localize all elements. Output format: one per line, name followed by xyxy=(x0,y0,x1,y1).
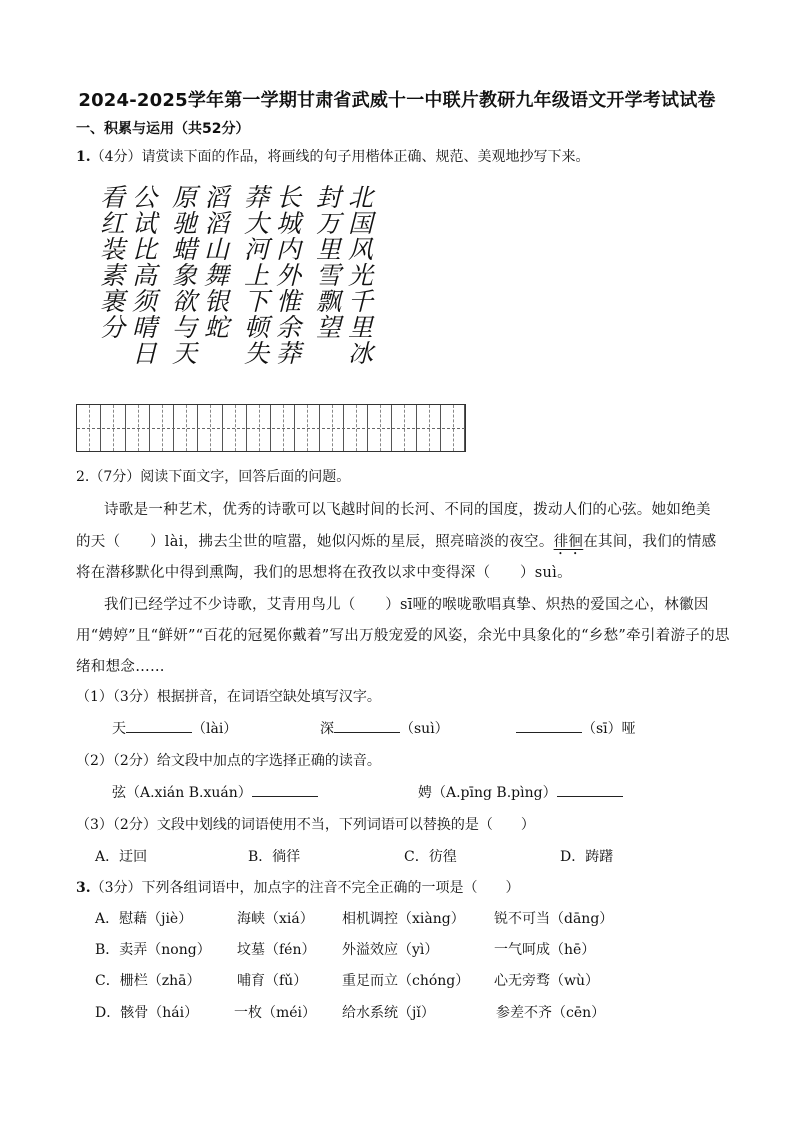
calligraphy-char: 蜡 xyxy=(172,235,198,264)
calligraphy-char: 日 xyxy=(132,339,158,368)
calligraphy-char: 素 xyxy=(100,261,126,290)
calligraphy-char: 上 xyxy=(244,261,270,290)
calligraphy-char: 城 xyxy=(276,209,302,238)
calligraphy-char: 北 xyxy=(348,183,374,212)
calligraphy-char: 银 xyxy=(204,287,230,316)
calligraphy-char: 装 xyxy=(100,235,126,264)
calligraphy-char: 比 xyxy=(132,235,158,264)
q3-text: （3分）下列各组词语中，加点字的注音不完全正确的一项是（ ） xyxy=(90,880,520,896)
calligraphy-char: 惟 xyxy=(276,287,302,316)
q3-row-a-2: 海峡（xiá） xyxy=(237,911,314,927)
option-a[interactable]: A．迂回 xyxy=(95,849,148,865)
sub2-answer-b xyxy=(418,782,623,802)
answer-blank[interactable] xyxy=(334,718,400,733)
q1-prompt xyxy=(76,146,590,166)
section-heading: 一、积累与运用（共52分） xyxy=(76,121,250,137)
calligraphy-char: 内 xyxy=(276,235,302,264)
calligraphy-char: 长 xyxy=(276,183,302,212)
answer-blank[interactable] xyxy=(252,782,318,797)
calligraphy-char: 原 xyxy=(172,183,198,212)
calligraphy-char: 红 xyxy=(100,209,126,238)
q3-row-c-1[interactable]: C．栅栏（zhā） xyxy=(95,973,201,989)
calligraphy-char: 公 xyxy=(132,183,158,212)
q3-row-d-4: 参差不齐（cēn） xyxy=(496,1005,606,1021)
calligraphy-char: 失 xyxy=(244,339,270,368)
q3-row-a-4: 锐不可当（dāng） xyxy=(494,911,614,927)
q2-passage-text: 在其间，我们的情感 xyxy=(583,534,717,550)
calligraphy-char: 象 xyxy=(172,261,198,290)
q3-number: 3. xyxy=(76,880,91,896)
sub1-a-label: 天 xyxy=(112,721,126,737)
calligraphy-char: 外 xyxy=(276,261,302,290)
calligraphy-char: 顿 xyxy=(244,313,270,342)
q3-row-d-1[interactable]: D．骸骨（hái） xyxy=(95,1005,199,1021)
calligraphy-char: 雪 xyxy=(316,261,342,290)
calligraphy-char: 天 xyxy=(172,339,198,368)
writing-grid[interactable] xyxy=(76,404,466,452)
q1-number: 1. xyxy=(76,149,91,165)
calligraphy-char: 风 xyxy=(348,235,374,264)
q3-row-c-4: 心无旁骛（wù） xyxy=(494,973,599,989)
q3-row-b-2: 坟墓（fén） xyxy=(237,942,316,958)
calligraphy-char: 蛇 xyxy=(204,313,230,342)
calligraphy-char: 万 xyxy=(316,209,342,238)
q2-passage-line: 诗歌是一种艺术，优秀的诗歌可以飞越时间的长河、不同的国度，拨动人们的心弦。她如绝美 xyxy=(104,502,711,518)
q3-row-d-3: 给水系统（jǐ） xyxy=(342,1005,435,1021)
q3-row-d-2: 一枚（méi） xyxy=(234,1005,317,1021)
option-b[interactable]: B．徜徉 xyxy=(248,849,301,865)
calligraphy-char: 余 xyxy=(276,313,302,342)
answer-blank[interactable] xyxy=(516,718,582,733)
calligraphy-char: 光 xyxy=(348,261,374,290)
calligraphy-char: 山 xyxy=(204,235,230,264)
q2-passage-line: 我们已经学过不少诗歌，艾青用鸟儿（ ）sī哑的喉咙歌唱真挚、炽热的爱国之心，林徽因 xyxy=(104,597,709,613)
calligraphy-char: 下 xyxy=(244,287,270,316)
sub1-answer-a xyxy=(112,718,237,738)
calligraphy-char: 冰 xyxy=(348,339,374,368)
q3-row-a-3: 相机调控（xiàng） xyxy=(342,911,465,927)
underlined-word: 徘徊 xyxy=(553,534,584,550)
q2-sub3: （3）（2分）文段中划线的词语使用不当，下列词语可以替换的是（ ） xyxy=(76,817,535,833)
q3-row-b-4: 一气呵成（hē） xyxy=(494,942,596,958)
q2-passage-line: 用“娉婷”且“鲜妍”“百花的冠冕你戴着”写出万般宠爱的风姿，余光中具象化的“乡愁”牵引着游子的思 xyxy=(76,628,730,644)
q3-row-b-3: 外溢效应（yì） xyxy=(342,942,439,958)
q3-row-c-2: 哺育（fǔ） xyxy=(237,973,308,989)
sub1-b-pinyin: （suì） xyxy=(400,721,449,737)
q2-passage-line xyxy=(76,530,716,558)
q3-row-c-3: 重足而立（chóng） xyxy=(342,973,470,989)
calligraphy-image xyxy=(90,180,380,380)
sub1-c-pinyin: （sī）哑 xyxy=(582,721,636,737)
sub2-a-label: 弦（A.xián B.xuán） xyxy=(112,785,252,801)
calligraphy-char: 滔 xyxy=(204,209,230,238)
calligraphy-char: 里 xyxy=(348,313,374,342)
calligraphy-char: 河 xyxy=(244,235,270,264)
calligraphy-char: 驰 xyxy=(172,209,198,238)
calligraphy-char: 须 xyxy=(132,287,158,316)
q2-number: 2. xyxy=(76,469,90,485)
q2-prompt xyxy=(76,466,350,486)
calligraphy-char: 与 xyxy=(172,313,198,342)
calligraphy-char: 飘 xyxy=(316,287,342,316)
calligraphy-char: 封 xyxy=(316,183,342,212)
sub2-answer-a xyxy=(112,782,318,802)
q3-row-a-1[interactable]: A．慰藉（jiè） xyxy=(95,911,193,927)
calligraphy-char: 欲 xyxy=(172,287,198,316)
calligraphy-char: 舞 xyxy=(204,261,230,290)
q1-text: （4分）请赏读下面的作品，将画线的句子用楷体正确、规范、美观地抄写下来。 xyxy=(90,149,590,165)
q2-sub1: （1）（3分）根据拼音，在词语空缺处填写汉字。 xyxy=(76,689,381,705)
grid-guide xyxy=(77,428,465,429)
q2-sub2: （2）（2分）给文段中加点的字选择正确的读音。 xyxy=(76,753,381,769)
calligraphy-char: 莽 xyxy=(244,183,270,212)
option-d[interactable]: D．踌躇 xyxy=(560,849,614,865)
calligraphy-char: 试 xyxy=(132,209,158,238)
calligraphy-char: 滔 xyxy=(204,183,230,212)
answer-blank[interactable] xyxy=(557,782,623,797)
sub1-b-label: 深 xyxy=(320,721,334,737)
q2-passage-line: 将在潜移默化中得到熏陶，我们的思想将在孜孜以求中变得深（ ）suì。 xyxy=(76,565,572,581)
sub1-answer-b xyxy=(320,718,449,738)
calligraphy-char: 分 xyxy=(100,313,126,342)
calligraphy-char: 高 xyxy=(132,261,158,290)
sub1-a-pinyin: （lài） xyxy=(192,721,238,737)
calligraphy-char: 裹 xyxy=(100,287,126,316)
answer-blank[interactable] xyxy=(126,718,192,733)
calligraphy-char: 望 xyxy=(316,313,342,342)
calligraphy-char: 国 xyxy=(348,209,374,238)
calligraphy-char: 莽 xyxy=(276,339,302,368)
q3-row-b-1[interactable]: B．卖弄（nong） xyxy=(95,942,211,958)
page-title: 2024-2025学年第一学期甘肃省武威十一中联片教研九年级语文开学考试试卷 xyxy=(78,90,716,111)
calligraphy-char: 里 xyxy=(316,235,342,264)
q3-prompt xyxy=(76,877,520,897)
q2-passage-line: 绪和想念…… xyxy=(76,659,165,675)
calligraphy-char: 千 xyxy=(348,287,374,316)
sub1-answer-c xyxy=(516,718,636,738)
sub2-b-label: 娉（A.pīng B.pìng） xyxy=(418,785,557,801)
q2-passage-text: 的天（ ）lài，拂去尘世的喧嚣，她似闪烁的星辰，照亮暗淡的夜空。 xyxy=(76,534,554,550)
calligraphy-char: 大 xyxy=(244,209,270,238)
option-c[interactable]: C．彷徨 xyxy=(404,849,457,865)
q2-text: （7分）阅读下面文字，回答后面的问题。 xyxy=(89,469,351,485)
calligraphy-char: 看 xyxy=(100,183,126,212)
calligraphy-char: 晴 xyxy=(132,313,158,342)
